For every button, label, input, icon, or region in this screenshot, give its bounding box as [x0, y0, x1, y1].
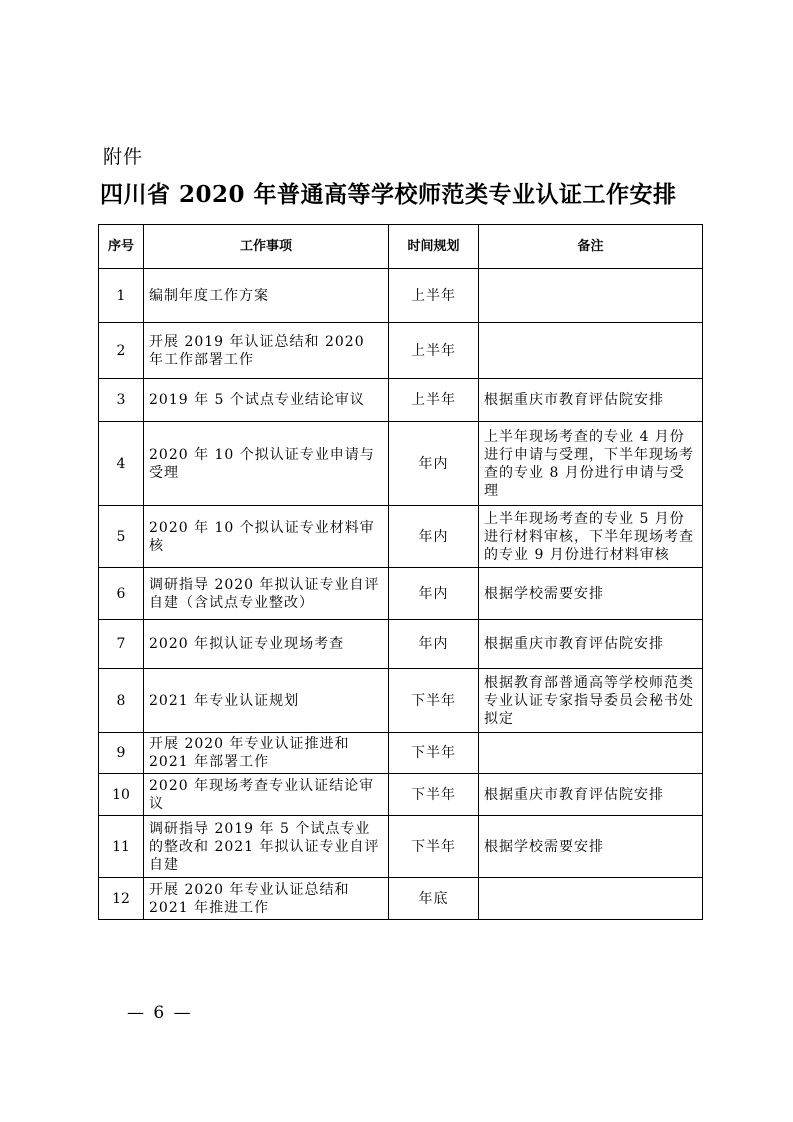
- row-no: 3: [99, 379, 144, 422]
- row-no: 5: [99, 506, 144, 568]
- row-no: 8: [99, 669, 144, 733]
- row-note: 根据重庆市教育评估院安排: [479, 379, 703, 422]
- work-schedule-table: [98, 224, 703, 920]
- row-time: 年内: [389, 422, 479, 506]
- row-no: 6: [99, 568, 144, 620]
- row-time: 年内: [389, 506, 479, 568]
- page-number: — 6 —: [127, 1003, 193, 1023]
- row-item: 2020 年 10 个拟认证专业材料审核: [144, 506, 389, 568]
- row-no: 10: [99, 774, 144, 816]
- header-item: 工作事项: [144, 225, 389, 269]
- row-time: 上半年: [389, 269, 479, 323]
- row-note: 根据重庆市教育评估院安排: [479, 620, 703, 669]
- row-item: 2021 年专业认证规划: [144, 669, 389, 733]
- table-row: [99, 733, 703, 774]
- table-row: [99, 816, 703, 878]
- row-no: 11: [99, 816, 144, 878]
- row-note: 上半年现场考查的专业 5 月份进行材料审核，下半年现场考查的专业 9 月份进行材料审核: [479, 506, 703, 568]
- table-row: [99, 379, 703, 422]
- row-time: 上半年: [389, 323, 479, 379]
- row-note: 上半年现场考查的专业 4 月份进行申请与受理，下半年现场考查的专业 8 月份进行申请与受理: [479, 422, 703, 506]
- row-note: [479, 323, 703, 379]
- header-note: 备注: [479, 225, 703, 269]
- row-item: 开展 2020 年专业认证总结和 2021 年推进工作: [144, 878, 389, 920]
- row-time: 下半年: [389, 774, 479, 816]
- document-title: 四川省 2020 年普通高等学校师范类专业认证工作安排: [100, 181, 677, 208]
- row-time: 下半年: [389, 733, 479, 774]
- header-time: 时间规划: [389, 225, 479, 269]
- table-header-row: [99, 225, 703, 269]
- table-row: [99, 506, 703, 568]
- row-note: [479, 733, 703, 774]
- row-item: 调研指导 2020 年拟认证专业自评自建（含试点专业整改）: [144, 568, 389, 620]
- row-no: 1: [99, 269, 144, 323]
- table-row: [99, 669, 703, 733]
- row-note: 根据学校需要安排: [479, 816, 703, 878]
- row-no: 12: [99, 878, 144, 920]
- row-time: 年内: [389, 568, 479, 620]
- table-row: [99, 269, 703, 323]
- row-item: 调研指导 2019 年 5 个试点专业的整改和 2021 年拟认证专业自评自建: [144, 816, 389, 878]
- row-item: 开展 2020 年专业认证推进和 2021 年部署工作: [144, 733, 389, 774]
- row-no: 7: [99, 620, 144, 669]
- row-no: 2: [99, 323, 144, 379]
- row-item: 编制年度工作方案: [144, 269, 389, 323]
- row-time: 上半年: [389, 379, 479, 422]
- row-item: 2019 年 5 个试点专业结论审议: [144, 379, 389, 422]
- table-row: [99, 568, 703, 620]
- table-row: [99, 323, 703, 379]
- row-note: 根据学校需要安排: [479, 568, 703, 620]
- table-row: [99, 878, 703, 920]
- attachment-label: 附件: [103, 146, 144, 168]
- row-time: 下半年: [389, 669, 479, 733]
- table-row: [99, 774, 703, 816]
- table-row: [99, 620, 703, 669]
- row-time: 下半年: [389, 816, 479, 878]
- row-item: 开展 2019 年认证总结和 2020 年工作部署工作: [144, 323, 389, 379]
- row-item: 2020 年 10 个拟认证专业申请与受理: [144, 422, 389, 506]
- row-note: 根据重庆市教育评估院安排: [479, 774, 703, 816]
- row-time: 年底: [389, 878, 479, 920]
- row-item: 2020 年现场考查专业认证结论审议: [144, 774, 389, 816]
- row-item: 2020 年拟认证专业现场考查: [144, 620, 389, 669]
- row-time: 年内: [389, 620, 479, 669]
- header-no: 序号: [99, 225, 144, 269]
- table-row: [99, 422, 703, 506]
- row-no: 4: [99, 422, 144, 506]
- row-note: [479, 269, 703, 323]
- row-note: 根据教育部普通高等学校师范类专业认证专家指导委员会秘书处拟定: [479, 669, 703, 733]
- row-no: 9: [99, 733, 144, 774]
- row-note: [479, 878, 703, 920]
